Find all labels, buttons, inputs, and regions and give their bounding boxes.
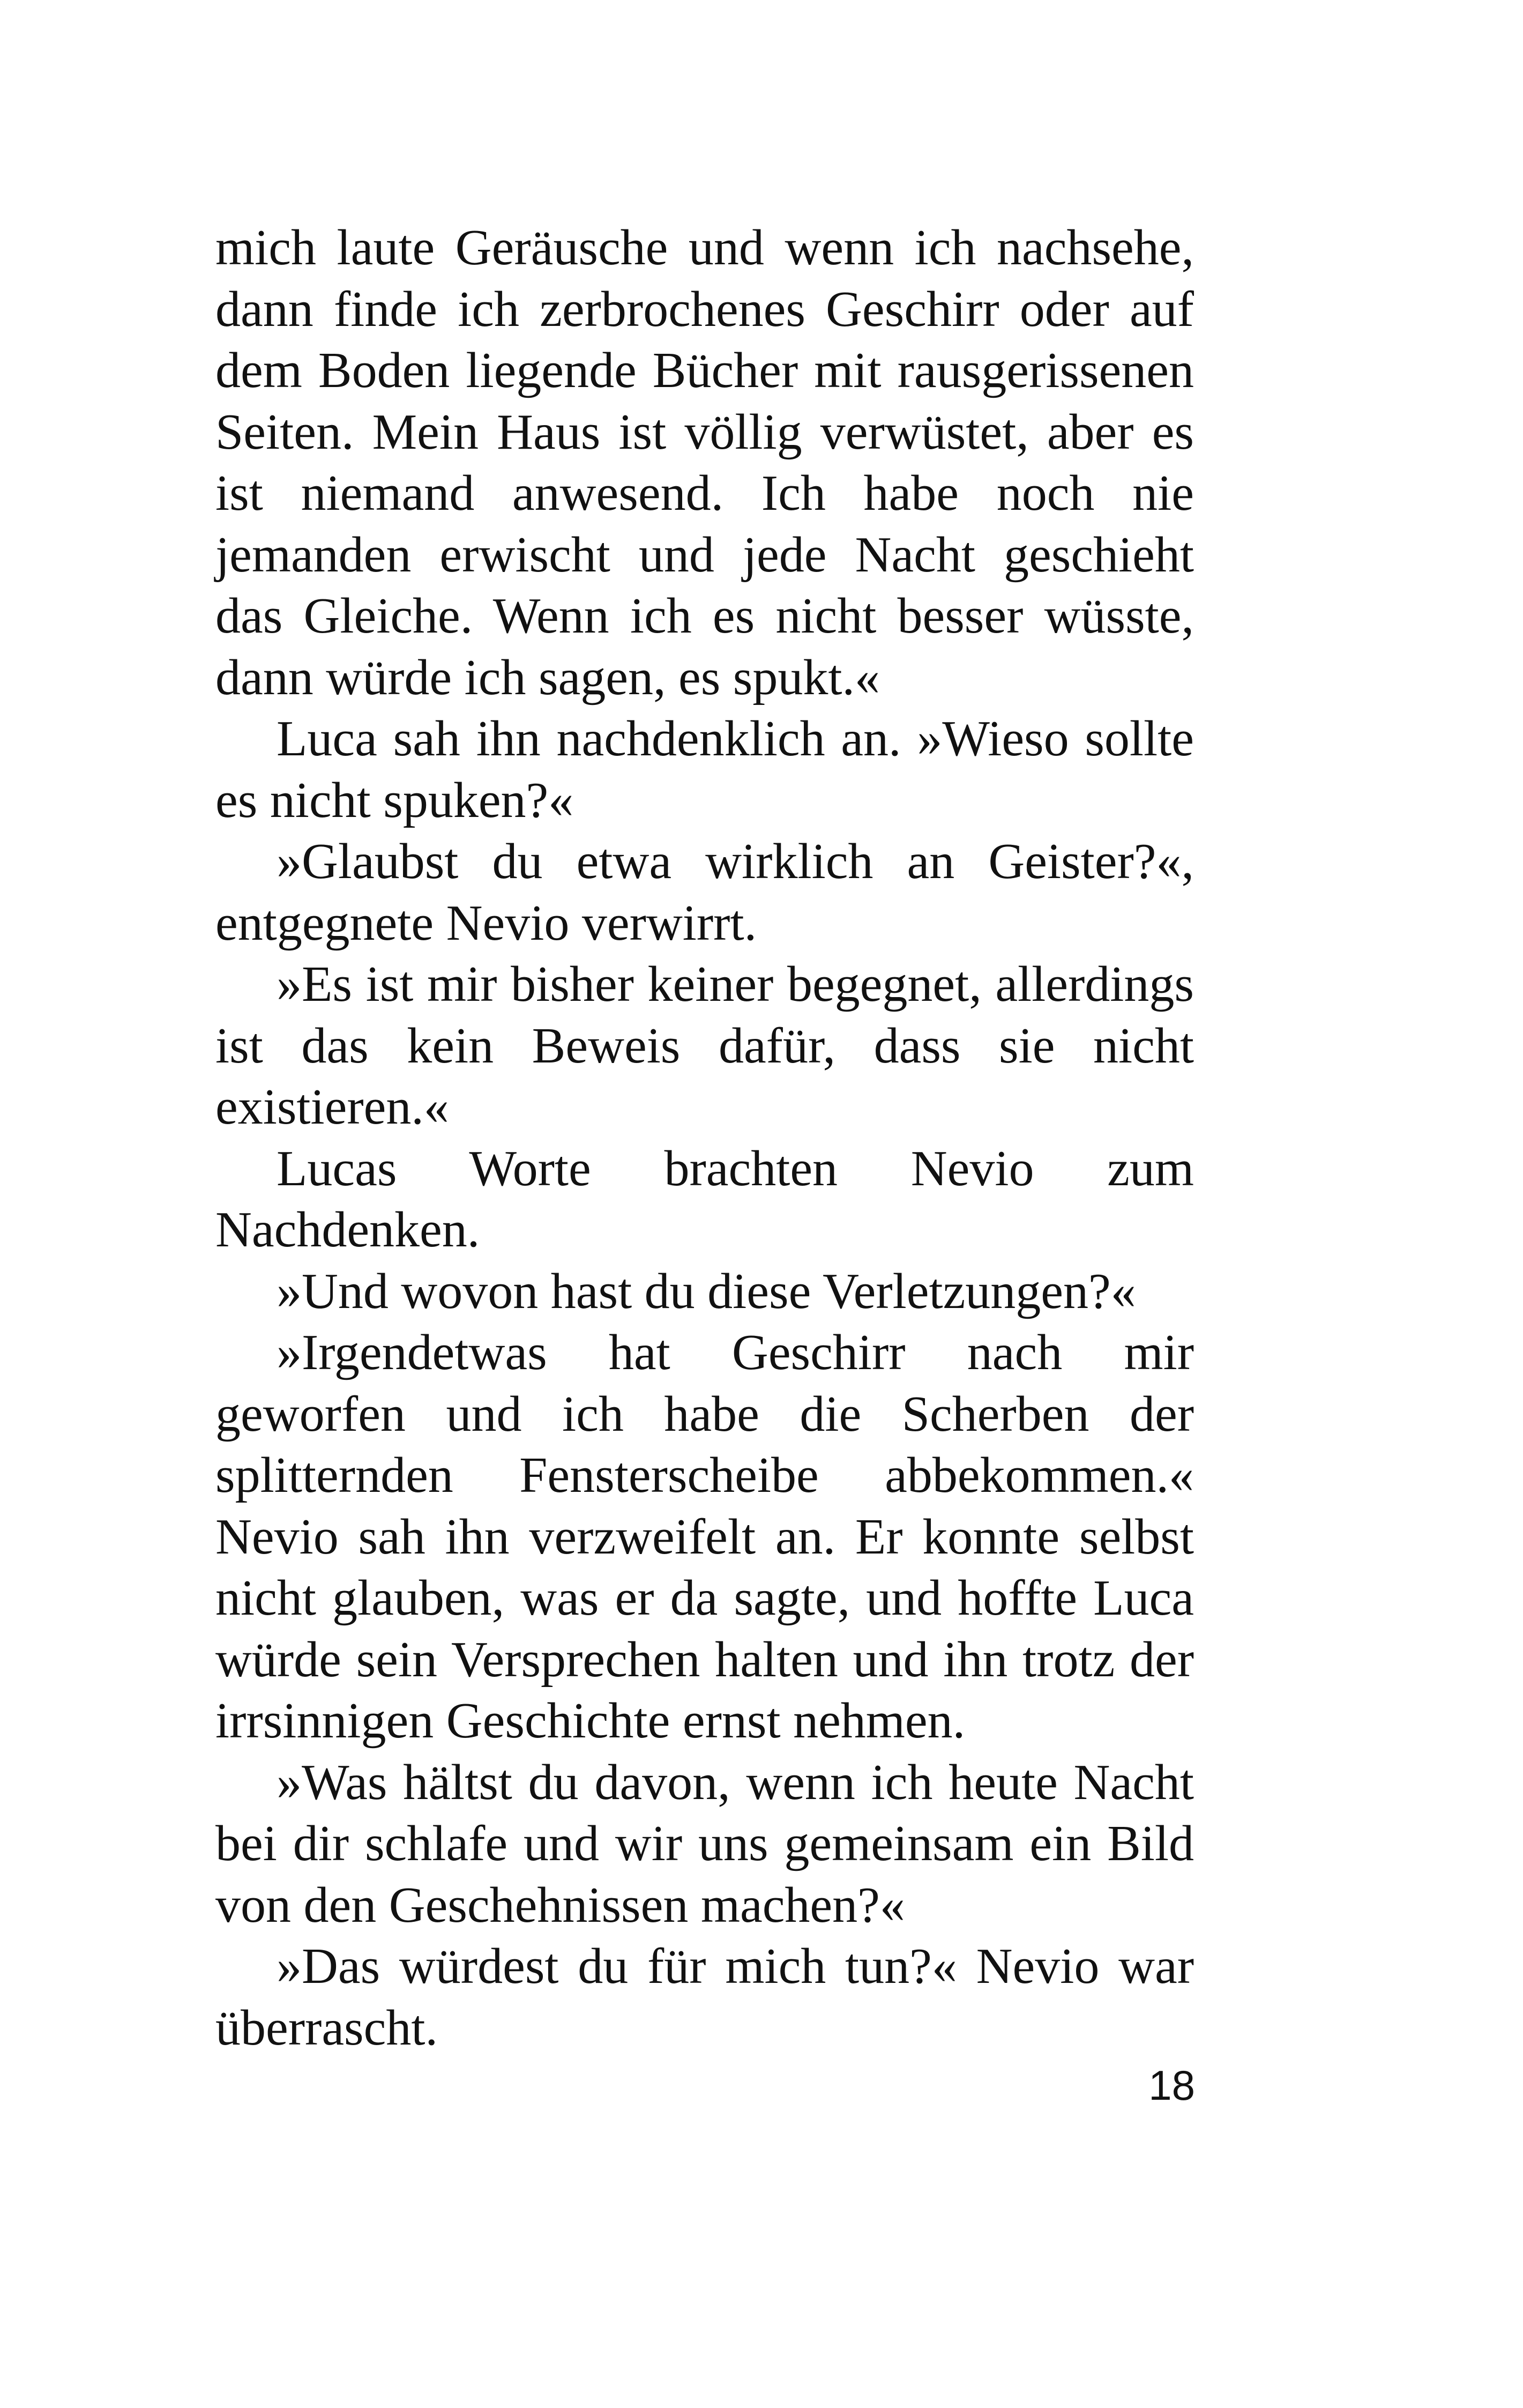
paragraph: »Und wovon hast du diese Verletzungen?« [277, 1263, 1136, 1319]
paragraph-continuation: mich laute Geräusche und wenn ich nachsehe, dann finde ich zerbrochenes Geschirr oder auf dem Boden liegende Bücher mit rausgerissenen Seiten. Mein Haus ist völlig verwüstet, aber es ist niemand anwesend. Ich habe noch nie jemanden erwischt und jede Nacht geschieht das Gleiche. Wenn ich es nicht besser wüsste, dann würde ich sagen, es spukt.« [215, 220, 1194, 705]
paragraph: »Was hältst du davon, wenn ich heute Nacht bei dir schlafe und wir uns gemeinsam ein Bild von den Geschehnissen machen?« [215, 1754, 1194, 1933]
paragraph: »Das würdest du für mich tun?« Nevio war überrascht. [215, 1938, 1194, 2056]
paragraph: Luca sah ihn nachdenklich an. »Wieso sollte es nicht spuken?« [215, 711, 1194, 828]
paragraph: »Irgendetwas hat Geschirr nach mir geworfen und ich habe die Scherben der splitternden Fensterscheibe abbekommen.« Nevio sah ihn verzweifelt an. Er konnte selbst nicht glauben, was er da sagte, und hoffte Luca würde sein Versprechen halten und ihn trotz der irrsinnigen Geschichte ernst nehmen. [215, 1325, 1194, 1749]
body-text [215, 217, 1194, 2058]
paragraph: »Es ist mir bisher keiner begegnet, allerdings ist das kein Beweis dafür, dass sie nicht existieren.« [215, 956, 1194, 1135]
paragraph: »Glaubst du etwa wirklich an Geister?«, entgegnete Nevio verwirrt. [215, 834, 1194, 951]
page-number: 18 [1148, 2062, 1195, 2109]
paragraph: Lucas Worte brachten Nevio zum Nachdenken. [215, 1140, 1194, 1258]
